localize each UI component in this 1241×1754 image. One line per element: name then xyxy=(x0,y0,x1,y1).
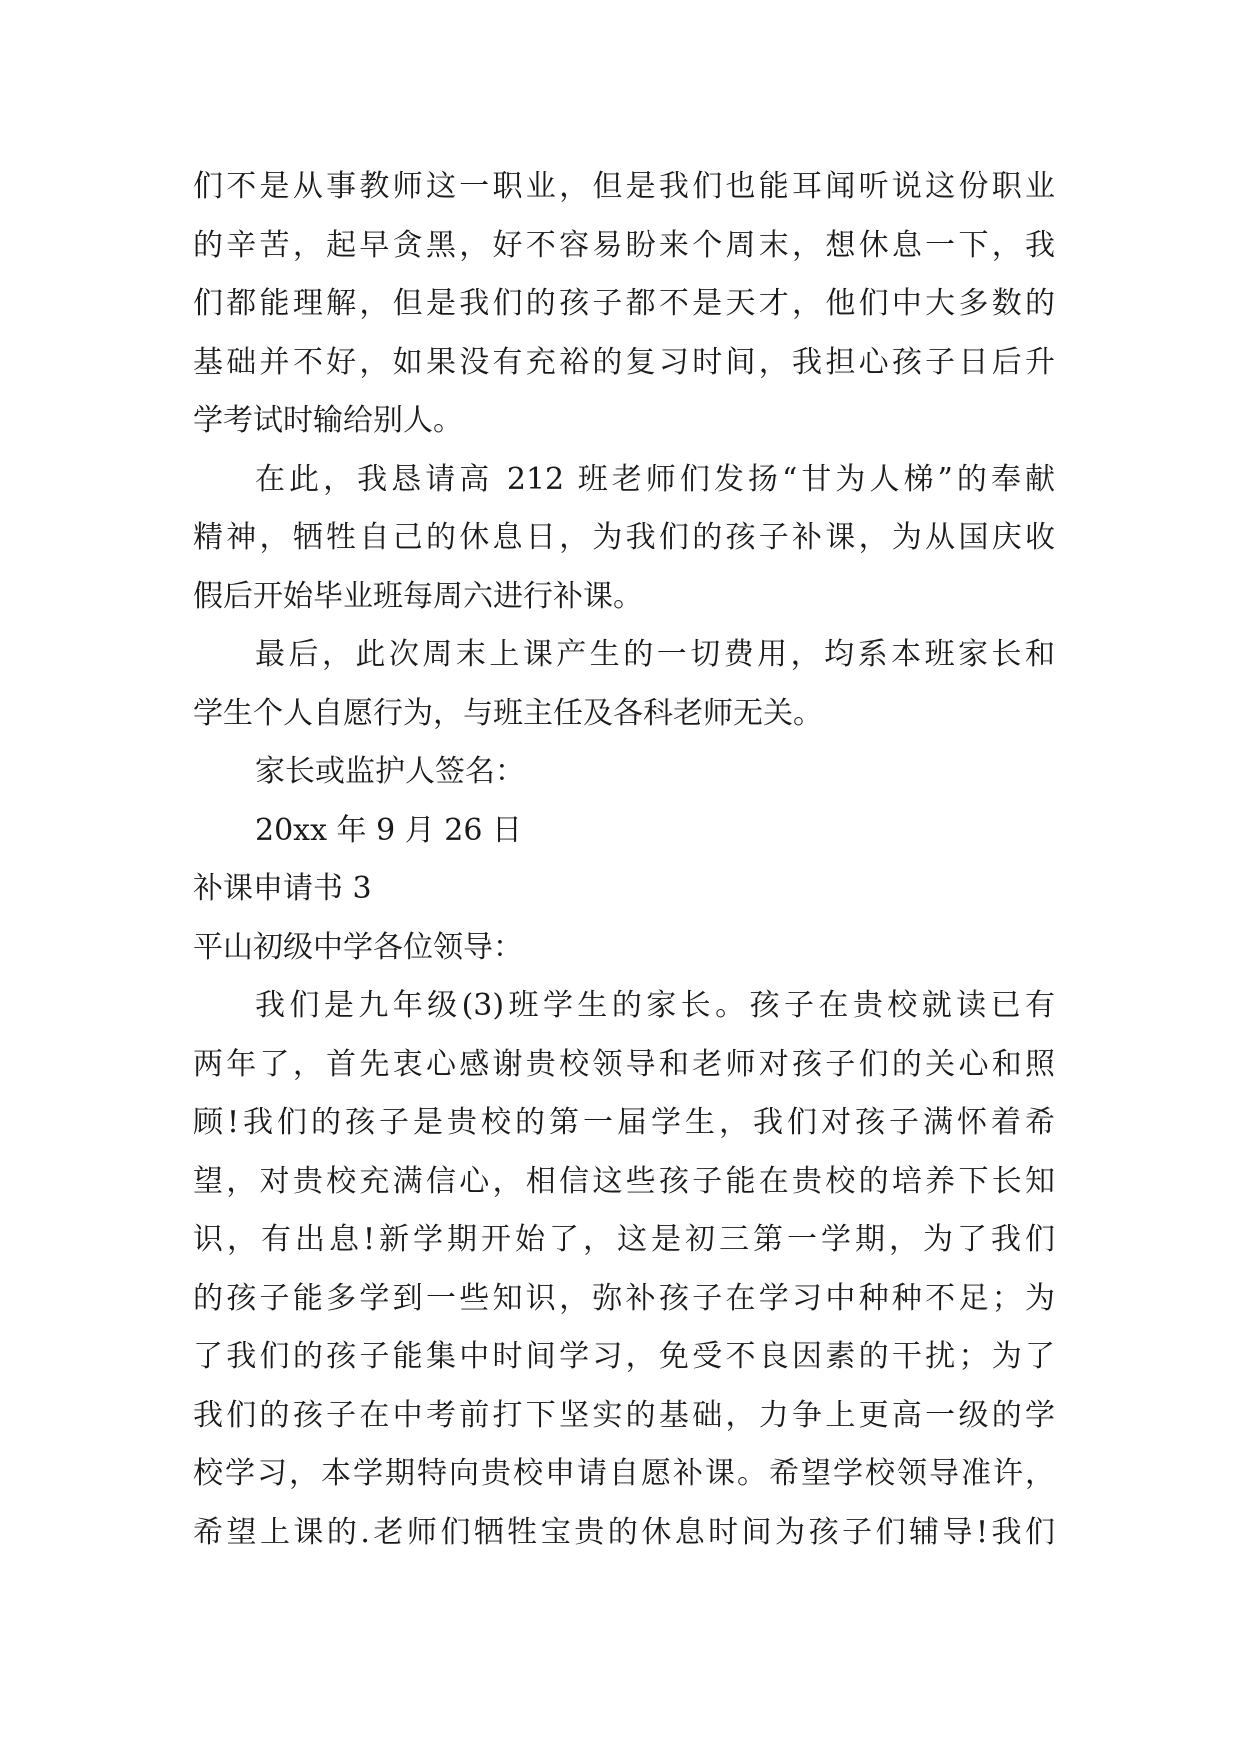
body-line-1: 们不是从事教师这一职业，但是我们也能耳闻听说这份职业 xyxy=(193,169,1055,204)
body-line-20: 的孩子能多学到一些知识，弥补孩子在学习中种种不足；为 xyxy=(193,1280,1055,1316)
document-body xyxy=(193,158,1055,1562)
body-line-18: 望，对贵校充满信心，相信这些孩子能在贵校的培养下长知 xyxy=(193,1163,1055,1199)
body-line-15: 我们是九年级(3)班学生的家长。孩子在贵校就读已有 xyxy=(255,988,1055,1023)
body-line-8: 假后开始毕业班每周六进行补课。 xyxy=(193,578,643,614)
body-line-10: 学生个人自愿行为，与班主任及各科老师无关。 xyxy=(193,695,823,731)
body-line-19: 识，有出息!新学期开始了，这是初三第一学期，为了我们 xyxy=(193,1222,1055,1257)
body-line-17: 顾!我们的孩子是贵校的第一届学生，我们对孩子满怀着希 xyxy=(193,1105,1055,1140)
signature-label: 家长或监护人签名： xyxy=(255,754,525,789)
body-line-24: 希望上课的.老师们牺牲宝贵的休息时间为孩子们辅导!我们 xyxy=(193,1514,1055,1550)
body-line-4: 基础并不好，如果没有充裕的复习时间，我担心孩子日后升 xyxy=(193,344,1055,380)
body-line-2: 的辛苦，起早贪黑，好不容易盼来个周末，想休息一下，我 xyxy=(193,227,1055,263)
body-line-6: 在此，我恳请高 212 班老师们发扬“甘为人梯”的奉献 xyxy=(255,461,1055,497)
signature-date: 20xx 年 9 月 26 日 xyxy=(255,812,522,848)
body-line-21: 了我们的孩子能集中时间学习，免受不良因素的干扰；为了 xyxy=(193,1339,1055,1374)
salutation: 平山初级中学各位领导： xyxy=(193,929,523,965)
body-line-7: 精神，牺牲自己的休息日，为我们的孩子补课，为从国庆收 xyxy=(193,520,1055,555)
body-line-23: 校学习，本学期特向贵校申请自愿补课。希望学校领导准许， xyxy=(193,1456,1055,1491)
section-heading: 补课申请书 3 xyxy=(193,871,372,906)
body-line-9: 最后，此次周末上课产生的一切费用，均系本班家长和 xyxy=(255,637,1055,672)
body-line-16: 两年了，首先衷心感谢贵校领导和老师对孩子们的关心和照 xyxy=(193,1046,1055,1082)
body-line-3: 们都能理解，但是我们的孩子都不是天才，他们中大多数的 xyxy=(193,286,1055,321)
body-line-22: 我们的孩子在中考前打下坚实的基础，力争上更高一级的学 xyxy=(193,1397,1055,1433)
body-line-5: 学考试时输给别人。 xyxy=(193,403,463,438)
